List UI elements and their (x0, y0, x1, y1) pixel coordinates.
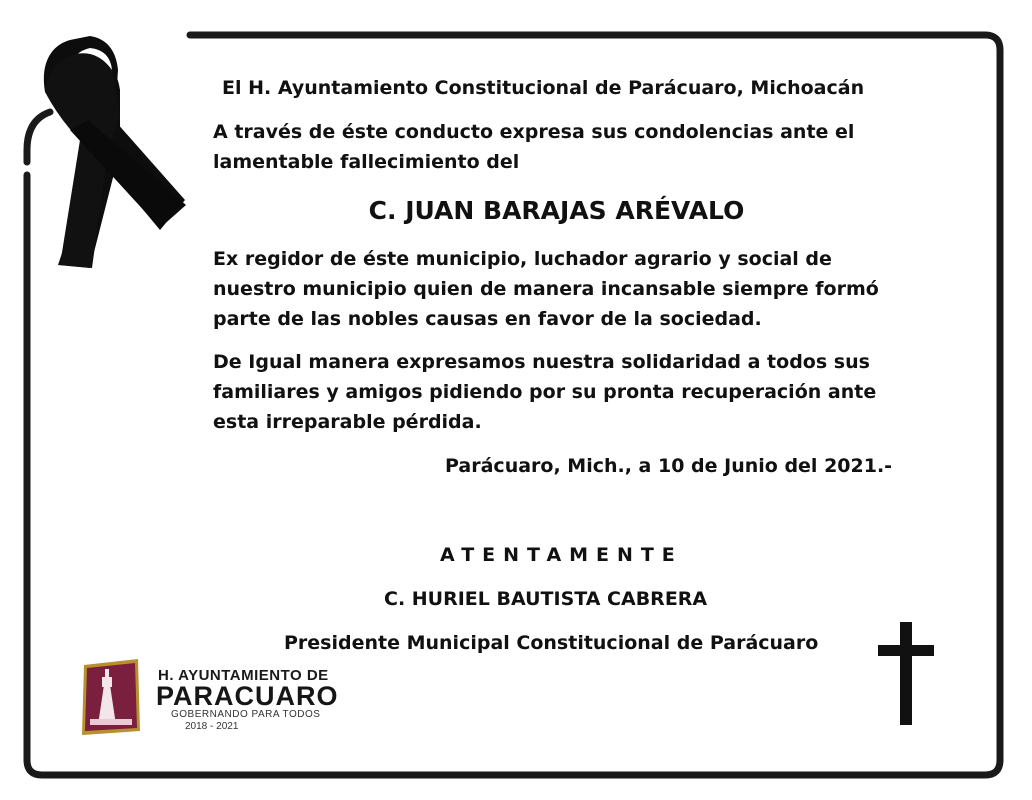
mourning-ribbon-icon (44, 36, 186, 268)
solidarity-paragraph: De Igual manera expresamos nuestra solidaridad a todos sus familiares y amigos pidiendo por su pronta recuperación ante esta irreparable pérdida. (213, 351, 877, 433)
municipal-logo-icon (78, 655, 148, 737)
logo-line-4: 2018 - 2021 (185, 721, 239, 732)
frame-corner (27, 112, 50, 162)
logo-line-2: PARACUARO (156, 681, 339, 711)
notice-heading: El H. Ayuntamiento Constitucional de Parácuaro, Michoacán (222, 77, 865, 99)
signatory-name: C. HURIEL BAUTISTA CABRERA (384, 588, 708, 610)
condolence-intro: A través de éste conducto expresa sus condolencias ante el lamentable fallecimiento del (213, 121, 855, 173)
municipal-logo (78, 652, 338, 742)
deceased-name: C. JUAN BARAJAS ARÉVALO (368, 196, 745, 225)
cross-icon (878, 622, 934, 725)
closing-salutation: ATENTAMENTE (440, 544, 683, 566)
signatory-title: Presidente Municipal Constitucional de Parácuaro (284, 632, 819, 654)
logo-line-1: H. AYUNTAMIENTO DE (158, 667, 329, 684)
place-and-date: Parácuaro, Mich., a 10 de Junio del 2021.- (445, 455, 893, 477)
logo-line-3: GOBERNANDO PARA TODOS (171, 709, 321, 720)
tribute-paragraph: Ex regidor de éste municipio, luchador agrario y social de nuestro municipio quien de manera incansable siempre formó parte de las nobles causas en favor de la sociedad. (213, 248, 879, 330)
